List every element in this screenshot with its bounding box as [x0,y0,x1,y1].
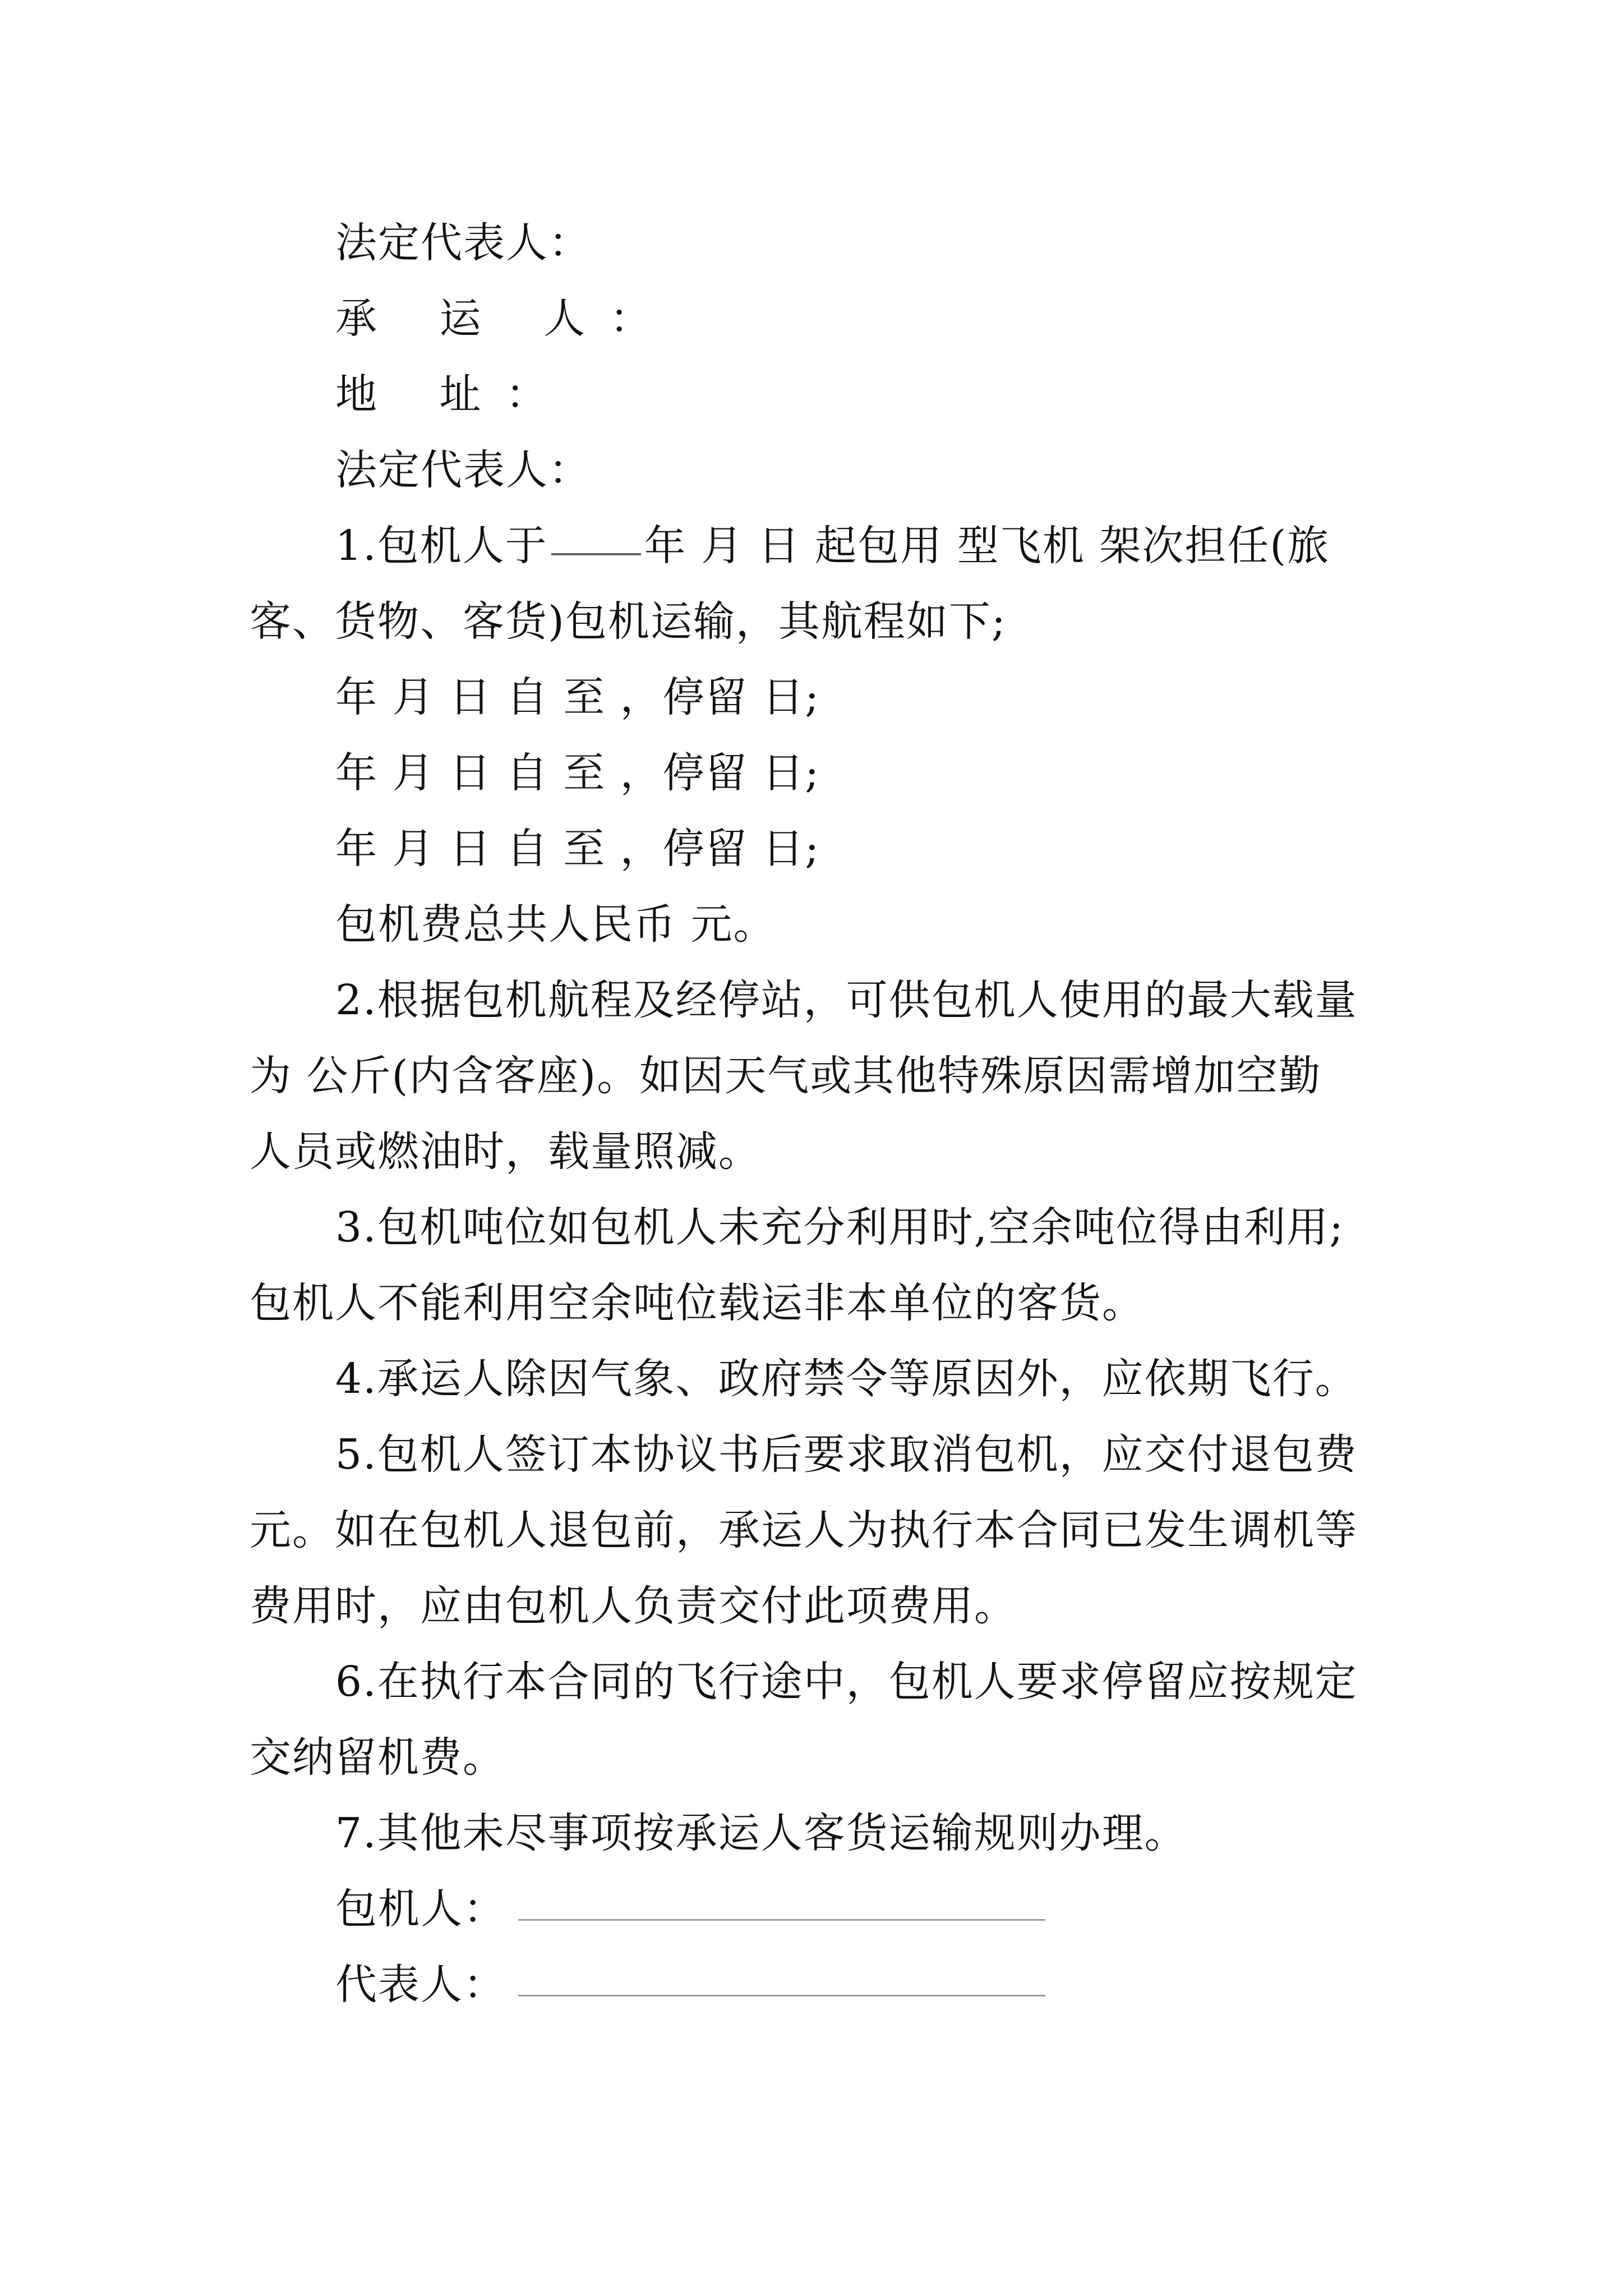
representative-signature-row [335,1954,1045,2016]
clause-6-line-1: 6.在执行本合同的飞行途中，包机人要求停留应按规定 [335,1658,1358,1706]
legal-rep-label-2: 法定代表人： [335,446,591,494]
clause-5-line-3: 费用时，应由包机人负责交付此项费用。 [250,1582,1017,1630]
date-blank [551,553,641,555]
itinerary-line-3: 年 月 日 自 至 ，停留 日; [335,825,820,873]
clause-3-line-1: 3.包机吨位如包机人未充分利用时,空余吨位得由利用; [335,1203,1345,1251]
clause-3-line-2: 包机人不能利用空余吨位载运非本单位的客货。 [250,1279,1145,1327]
clause-5-line-2: 元。如在包机人退包前，承运人为执行本合同已发生调机等 [250,1506,1358,1554]
clause-5-line-1: 5.包机人签订本协议书后要求取消包机，应交付退包费 [335,1430,1358,1479]
representative-signature-line [518,1995,1045,1996]
clause-2-line-2: 为 公斤(内含客座)。如因天气或其他特殊原因需增加空勤 [250,1052,1322,1100]
carrier-label: 承 运 人： [335,295,676,343]
clause-7-line: 7.其他未尽事项按承运人客货运输规则办理。 [335,1809,1187,1857]
legal-rep-label-1: 法定代表人： [335,219,591,267]
clause-4-line: 4.承运人除因气象、政府禁令等原因外，应依期飞行。 [335,1355,1358,1403]
clause-1-line-2: 客、货物、客货)包机运输，其航程如下; [250,597,1007,646]
clause-1-rest: 年 月 日 起包用 型飞机 架次担任(旅 [644,522,1330,570]
address-label: 地 址： [335,370,572,418]
clause-1-line-1 [335,515,1330,577]
charterer-signature-line [518,1919,1045,1921]
clause-6-line-2: 交纳留机费。 [250,1733,505,1782]
clause-1-start: 1.包机人于 [335,522,548,570]
representative-label: 代表人： [335,1961,506,2009]
total-fee-line: 包机费总共人民币 元。 [335,900,776,949]
clause-2-line-1: 2.根据包机航程及经停站，可供包机人使用的最大载量 [335,976,1358,1024]
itinerary-line-1: 年 月 日 自 至 ，停留 日; [335,673,820,721]
clause-2-line-3: 人员或燃油时，载量照减。 [250,1128,761,1176]
charterer-signature-row [335,1878,1045,1940]
itinerary-line-2: 年 月 日 自 至 ，停留 日; [335,749,820,797]
charterer-label: 包机人： [335,1885,506,1933]
